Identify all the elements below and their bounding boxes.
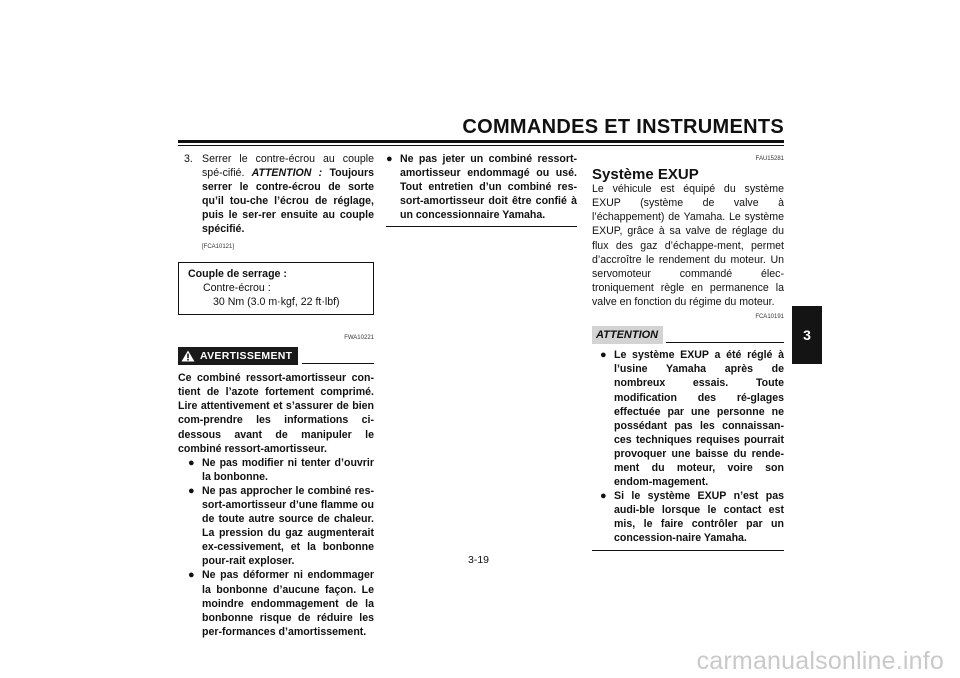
page-number: 3-19 [468,554,490,566]
header-rule-thick [178,140,784,143]
warning-label: AVERTISSEMENT [200,350,293,363]
bullet-dot-icon: ● [386,153,393,165]
warning-text: Ce combiné ressort-amortisseur con-tient de l’azote fortement comprimé. Lire attentivement et s’assurer de bien com-prendre les informations ci-dessous avant de manipuler le combiné ressort-amortisseur. [178,372,374,455]
attention-bullets [592,348,784,545]
step-body [202,152,374,254]
list-item: ● Ne pas modifier ni tenter d’ouvrir la bonbonne. [188,456,374,483]
attention-badge: ATTENTION [592,326,663,344]
warning-triangle-icon [181,350,195,362]
bullet-dot-icon: ● [188,569,195,582]
warning-bullets [178,456,374,639]
header-rule-thin [178,145,784,146]
section-code: FAU15281 [755,156,784,162]
step-number: 3. [184,153,193,165]
section-title: Système EXUP [592,166,699,184]
spec-item: Contre-écrou : [203,281,271,294]
list-item: ● Ne pas jeter un combiné ressort-amortisseur endommagé ou usé. Tout entretien d’un combiné res-sort-amortisseur doit être confié à un concessionnaire Yamaha. [386,153,577,222]
list-item: ● Le système EXUP a été réglé à l’usine Yamaha après de nombreux essais. Toute modification des ré-glages effectuée par une personne ne possédant pas les connaissan-ces techniques requises pourrait provoquer une baisse du rende-ment du moteur, voire son endom-magement. [600,349,784,489]
list-item: ● Ne pas approcher le combiné res-sort-amortisseur d’une flamme ou de toute autre source de chaleur. La pression du gaz augmenterait ex-cessivement, et la bonbonne pour-rait exploser. [188,484,374,568]
warning-rule [302,363,374,364]
column-3 [592,152,784,551]
column-1 [178,152,374,639]
warning-end-rule [386,226,577,227]
attention-label: ATTENTION : [251,167,323,180]
warning-code: FWA10221 [344,334,374,341]
chapter-tab: 3 [792,306,822,364]
list-item: ● Si le système EXUP n’est pas audi-ble lorsque le contact est mis, le faire contrôler par un concession-naire Yamaha. [600,490,784,545]
warning-badge [178,347,298,365]
attention-header [592,326,784,344]
section-paragraph: Le véhicule est équipé du système EXUP (système de valve à l’échappement) de Yamaha. Le système EXUP, grâce à sa valve de réglage du flux des gaz d’échappe-ment, permet d’accroître le rendement du moteur. Un servomoteur commandé élec-troniquement règle en permanence la valve en fonction du régime du moteur. [592,183,784,308]
list-item: ● Ne pas déformer ni endommager la bonbonne d’aucune façon. Le moindre endommagement de la bonbonne risque de réduire les per-formances d’amortissement. [188,569,374,638]
warning-bullets-continued [386,152,577,222]
step-3 [178,152,374,254]
column-2 [386,152,577,227]
warning-header [178,347,374,365]
watermark: carmanualsonline.info [696,647,944,675]
attention-code: FCA10191 [755,314,784,321]
attention-code: [FCA10121] [202,243,235,250]
page-header-title: COMMANDES ET INSTRUMENTS [462,116,784,138]
step-text: Serrer le contre-écrou au couple spé-cifié. [202,153,374,180]
bullet-dot-icon: ● [600,349,607,362]
bullet-dot-icon: ● [600,490,607,503]
bullet-dot-icon: ● [188,456,195,469]
torque-spec-box [178,262,374,315]
attention-rule [666,342,784,343]
attention-text: Toujours serrer le contre-écrou de sorte qu’il tou-che l’écrou de réglage, puis le ser-rer ensuite au couple spécifié. [202,167,374,236]
spec-title: Couple de serrage : [188,267,287,280]
spec-value: 30 Nm (3.0 m·kgf, 22 ft·lbf) [213,295,340,308]
bullet-dot-icon: ● [188,484,195,497]
attention-end-rule [592,550,784,551]
